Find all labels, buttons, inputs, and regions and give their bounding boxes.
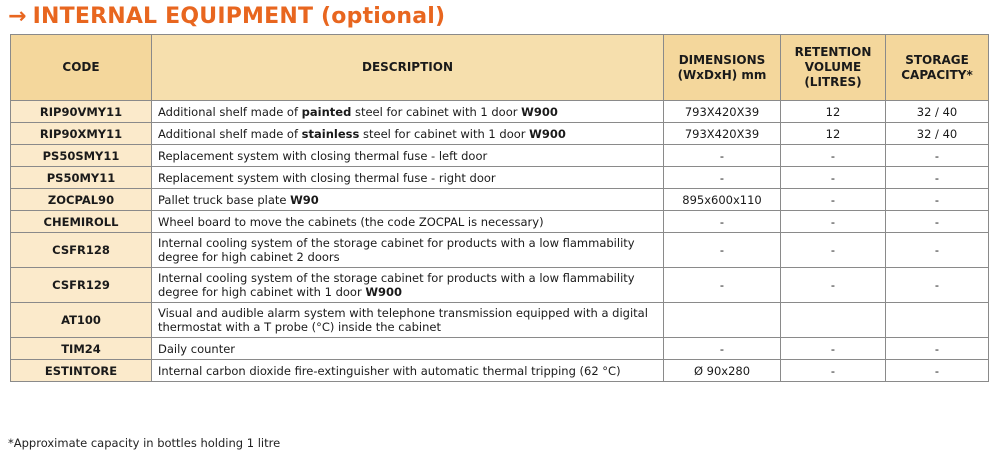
cell-description xyxy=(152,303,664,338)
header-dimensions xyxy=(664,35,781,101)
description-text: Daily counter xyxy=(158,341,236,356)
cell-dimensions: - xyxy=(664,233,781,268)
header-retention-line: RETENTION xyxy=(794,45,872,59)
description-text: Visual and audible alarm system with telephone transmission equipped with a digital thermostat with a T probe (°C) inside the cabinet xyxy=(158,306,648,334)
cell-description xyxy=(152,101,664,123)
cell-retention: 12 xyxy=(781,123,886,145)
cell-storage: - xyxy=(886,211,989,233)
header-storage-line: STORAGE xyxy=(905,52,969,67)
cell-dimensions: 793X420X39 xyxy=(664,101,781,123)
description-text: Replacement system with closing thermal fuse - left door xyxy=(158,148,488,163)
cell-code: AT100 xyxy=(11,303,152,338)
cell-dimensions: - xyxy=(664,338,781,360)
description-emphasis: painted xyxy=(301,104,352,119)
cell-dimensions xyxy=(664,303,781,338)
cell-retention: 12 xyxy=(781,101,886,123)
description-emphasis: W90 xyxy=(290,192,319,207)
cell-retention xyxy=(781,303,886,338)
table-row xyxy=(11,145,989,167)
description-text: Internal cooling system of the storage cabinet for products with a low flammability degree for high cabinet 2 doors xyxy=(158,236,635,264)
cell-dimensions: - xyxy=(664,145,781,167)
cell-storage: 32 / 40 xyxy=(886,123,989,145)
table-row xyxy=(11,233,989,268)
cell-storage: 32 / 40 xyxy=(886,101,989,123)
description-emphasis: W900 xyxy=(529,126,566,141)
section-title xyxy=(8,4,445,29)
title-main: INTERNAL EQUIPMENT xyxy=(32,4,314,29)
table-row xyxy=(11,123,989,145)
footnote: *Approximate capacity in bottles holding 1 litre xyxy=(8,436,281,450)
header-storage xyxy=(886,35,989,101)
cell-code: CSFR129 xyxy=(11,268,152,303)
table-row xyxy=(11,338,989,360)
cell-description xyxy=(152,167,664,189)
cell-code: ESTINTORE xyxy=(11,360,152,382)
cell-retention: - xyxy=(781,268,886,303)
cell-retention: - xyxy=(781,338,886,360)
table-header-row xyxy=(11,35,989,101)
description-emphasis: W900 xyxy=(365,285,403,299)
table-row xyxy=(11,360,989,382)
cell-description xyxy=(152,123,664,145)
table-row xyxy=(11,303,989,338)
table-row xyxy=(11,211,989,233)
header-storage-line: CAPACITY* xyxy=(901,67,973,82)
table-row xyxy=(11,189,989,211)
cell-dimensions: 895x600x110 xyxy=(664,189,781,211)
cell-description xyxy=(152,145,664,167)
cell-description xyxy=(152,338,664,360)
cell-retention: - xyxy=(781,360,886,382)
cell-code: PS50SMY11 xyxy=(11,145,152,167)
equipment-table xyxy=(10,34,989,382)
cell-storage: - xyxy=(886,167,989,189)
header-description: DESCRIPTION xyxy=(152,35,664,101)
description-text: Pallet truck base plate xyxy=(158,192,291,207)
description-emphasis: stainless xyxy=(301,126,360,141)
cell-code: CSFR128 xyxy=(11,233,152,268)
cell-retention: - xyxy=(781,233,886,268)
arrow-right-icon: → xyxy=(8,4,27,29)
header-code: CODE xyxy=(11,35,152,101)
cell-code: PS50MY11 xyxy=(11,167,152,189)
cell-description xyxy=(152,268,664,303)
header-retention xyxy=(781,35,886,101)
cell-storage: - xyxy=(886,338,989,360)
cell-dimensions: - xyxy=(664,268,781,303)
cell-dimensions: Ø 90x280 xyxy=(664,360,781,382)
cell-code: CHEMIROLL xyxy=(11,211,152,233)
cell-description xyxy=(152,360,664,382)
cell-description xyxy=(152,189,664,211)
cell-code: RIP90XMY11 xyxy=(11,123,152,145)
description-text: Wheel board to move the cabinets (the code ZOCPAL is necessary) xyxy=(158,214,544,229)
table-row xyxy=(11,268,989,303)
description-text: Additional shelf made of xyxy=(158,104,302,119)
cell-storage: - xyxy=(886,233,989,268)
cell-dimensions: - xyxy=(664,167,781,189)
cell-code: ZOCPAL90 xyxy=(11,189,152,211)
cell-storage: - xyxy=(886,145,989,167)
cell-retention: - xyxy=(781,167,886,189)
description-text: Internal cooling system of the storage cabinet for products with a low flammability degree for high cabinet with 1 door xyxy=(158,271,635,299)
description-emphasis: W900 xyxy=(521,104,558,119)
cell-storage xyxy=(886,303,989,338)
cell-description xyxy=(152,233,664,268)
cell-description xyxy=(152,211,664,233)
table-row xyxy=(11,101,989,123)
cell-retention: - xyxy=(781,145,886,167)
cell-retention: - xyxy=(781,211,886,233)
header-dimensions-line: DIMENSIONS xyxy=(678,52,766,67)
description-text: steel for cabinet with 1 door xyxy=(351,104,522,119)
cell-code: RIP90VMY11 xyxy=(11,101,152,123)
cell-code: TIM24 xyxy=(11,338,152,360)
header-dimensions-line: (WxDxH) mm xyxy=(677,67,767,82)
table-body xyxy=(11,101,989,382)
cell-dimensions: - xyxy=(664,211,781,233)
title-optional: (optional) xyxy=(321,4,446,29)
header-retention-line: VOLUME xyxy=(804,60,862,74)
description-text: Internal carbon dioxide fire-extinguisher with automatic thermal tripping (62 °C) xyxy=(158,363,621,378)
cell-storage: - xyxy=(886,360,989,382)
table-row xyxy=(11,167,989,189)
description-text: steel for cabinet with 1 door xyxy=(359,126,530,141)
cell-retention: - xyxy=(781,189,886,211)
cell-dimensions: 793X420X39 xyxy=(664,123,781,145)
cell-storage: - xyxy=(886,189,989,211)
header-retention-line: (LITRES) xyxy=(804,75,862,89)
description-text: Replacement system with closing thermal fuse - right door xyxy=(158,170,496,185)
description-text: Additional shelf made of xyxy=(158,126,302,141)
cell-storage: - xyxy=(886,268,989,303)
